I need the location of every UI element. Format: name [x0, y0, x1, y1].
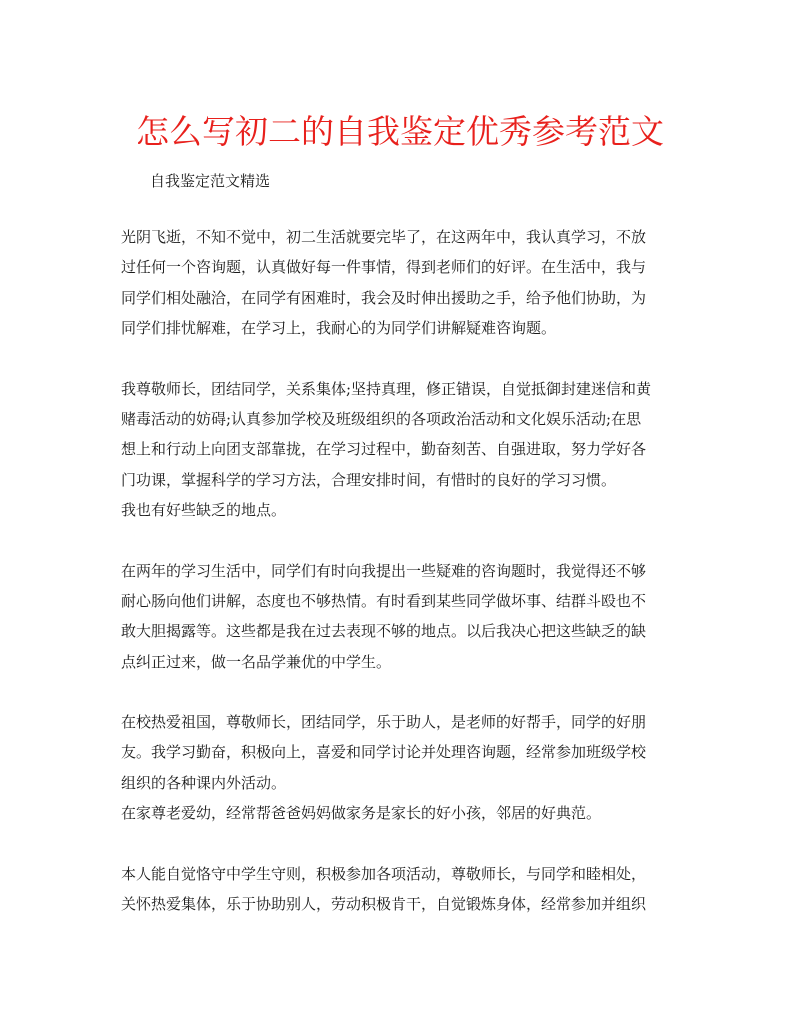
text-line: 在两年的学习生活中，同学们有时向我提出一些疑难的咨询题时，我觉得还不够 — [121, 561, 647, 580]
text-line: 在家尊老爱幼，经常帮爸爸妈妈做家务是家长的好小孩，邻居的好典范。 — [121, 804, 602, 823]
text-line: 门功课，掌握科学的学习方法，合理安排时间，有惜时的良好的学习习惯。 — [121, 470, 617, 489]
text-line: 友。我学习勤奋，积极向上，喜爱和同学讨论并处理咨询题，经常参加班级学校 — [121, 743, 647, 762]
text-line: 组织的各种课内外活动。 — [121, 773, 287, 792]
text-line: 我尊敬师长，团结同学，关系集体;坚持真理，修正错误，自觉抵御封建迷信和黄 — [121, 379, 652, 398]
paragraph-5 — [121, 859, 681, 920]
text-line: 想上和行动上向团支部靠拢，在学习过程中，勤奋刻苦、自强进取，努力学好各 — [121, 440, 647, 459]
text-line: 在校热爱祖国，尊敬师长，团结同学，乐于助人，是老师的好帮手，同学的好朋 — [121, 713, 647, 732]
document-body — [121, 222, 681, 949]
document-subtitle: 自我鉴定范文精选 — [150, 172, 271, 190]
text-line: 我也有好些缺乏的地点。 — [121, 501, 287, 520]
text-line: 赌毒活动的妨碍;认真参加学校及班级组织的各项政治活动和文化娱乐活动;在思 — [121, 409, 642, 428]
paragraph-3 — [121, 556, 681, 678]
paragraph-4 — [121, 707, 681, 829]
document-title: 怎么写初二的自我鉴定优秀参考范文 — [136, 112, 664, 151]
text-line: 同学们排忧解难，在学习上，我耐心的为同学们讲解疑难咨询题。 — [121, 319, 557, 338]
text-line: 点纠正过来，做一名品学兼优的中学生。 — [121, 652, 392, 671]
text-line: 本人能自觉恪守中学生守则，积极参加各项活动，尊敬师长，与同学和睦相处， — [121, 864, 647, 883]
text-line: 光阴飞逝，不知不觉中，初二生活就要完毕了，在这两年中，我认真学习，不放 — [121, 228, 647, 246]
paragraph-2 — [121, 374, 681, 526]
text-line: 过任何一个咨询题，认真做好每一件事情，得到老师们的好评。在生活中，我与 — [121, 258, 647, 277]
paragraph-1 — [121, 222, 681, 344]
text-line: 同学们相处融洽，在同学有困难时，我会及时伸出援助之手，给予他们协助，为 — [121, 288, 647, 307]
text-line: 敢大胆揭露等。这些都是我在过去表现不够的地点。以后我决心把这些缺乏的缺 — [121, 622, 647, 641]
text-line: 关怀热爱集体，乐于协助别人，劳动积极肯干，自觉锻炼身体，经常参加并组织 — [121, 895, 647, 914]
text-line: 耐心肠向他们讲解，态度也不够热情。有时看到某些同学做坏事、结群斗殴也不 — [121, 591, 647, 610]
